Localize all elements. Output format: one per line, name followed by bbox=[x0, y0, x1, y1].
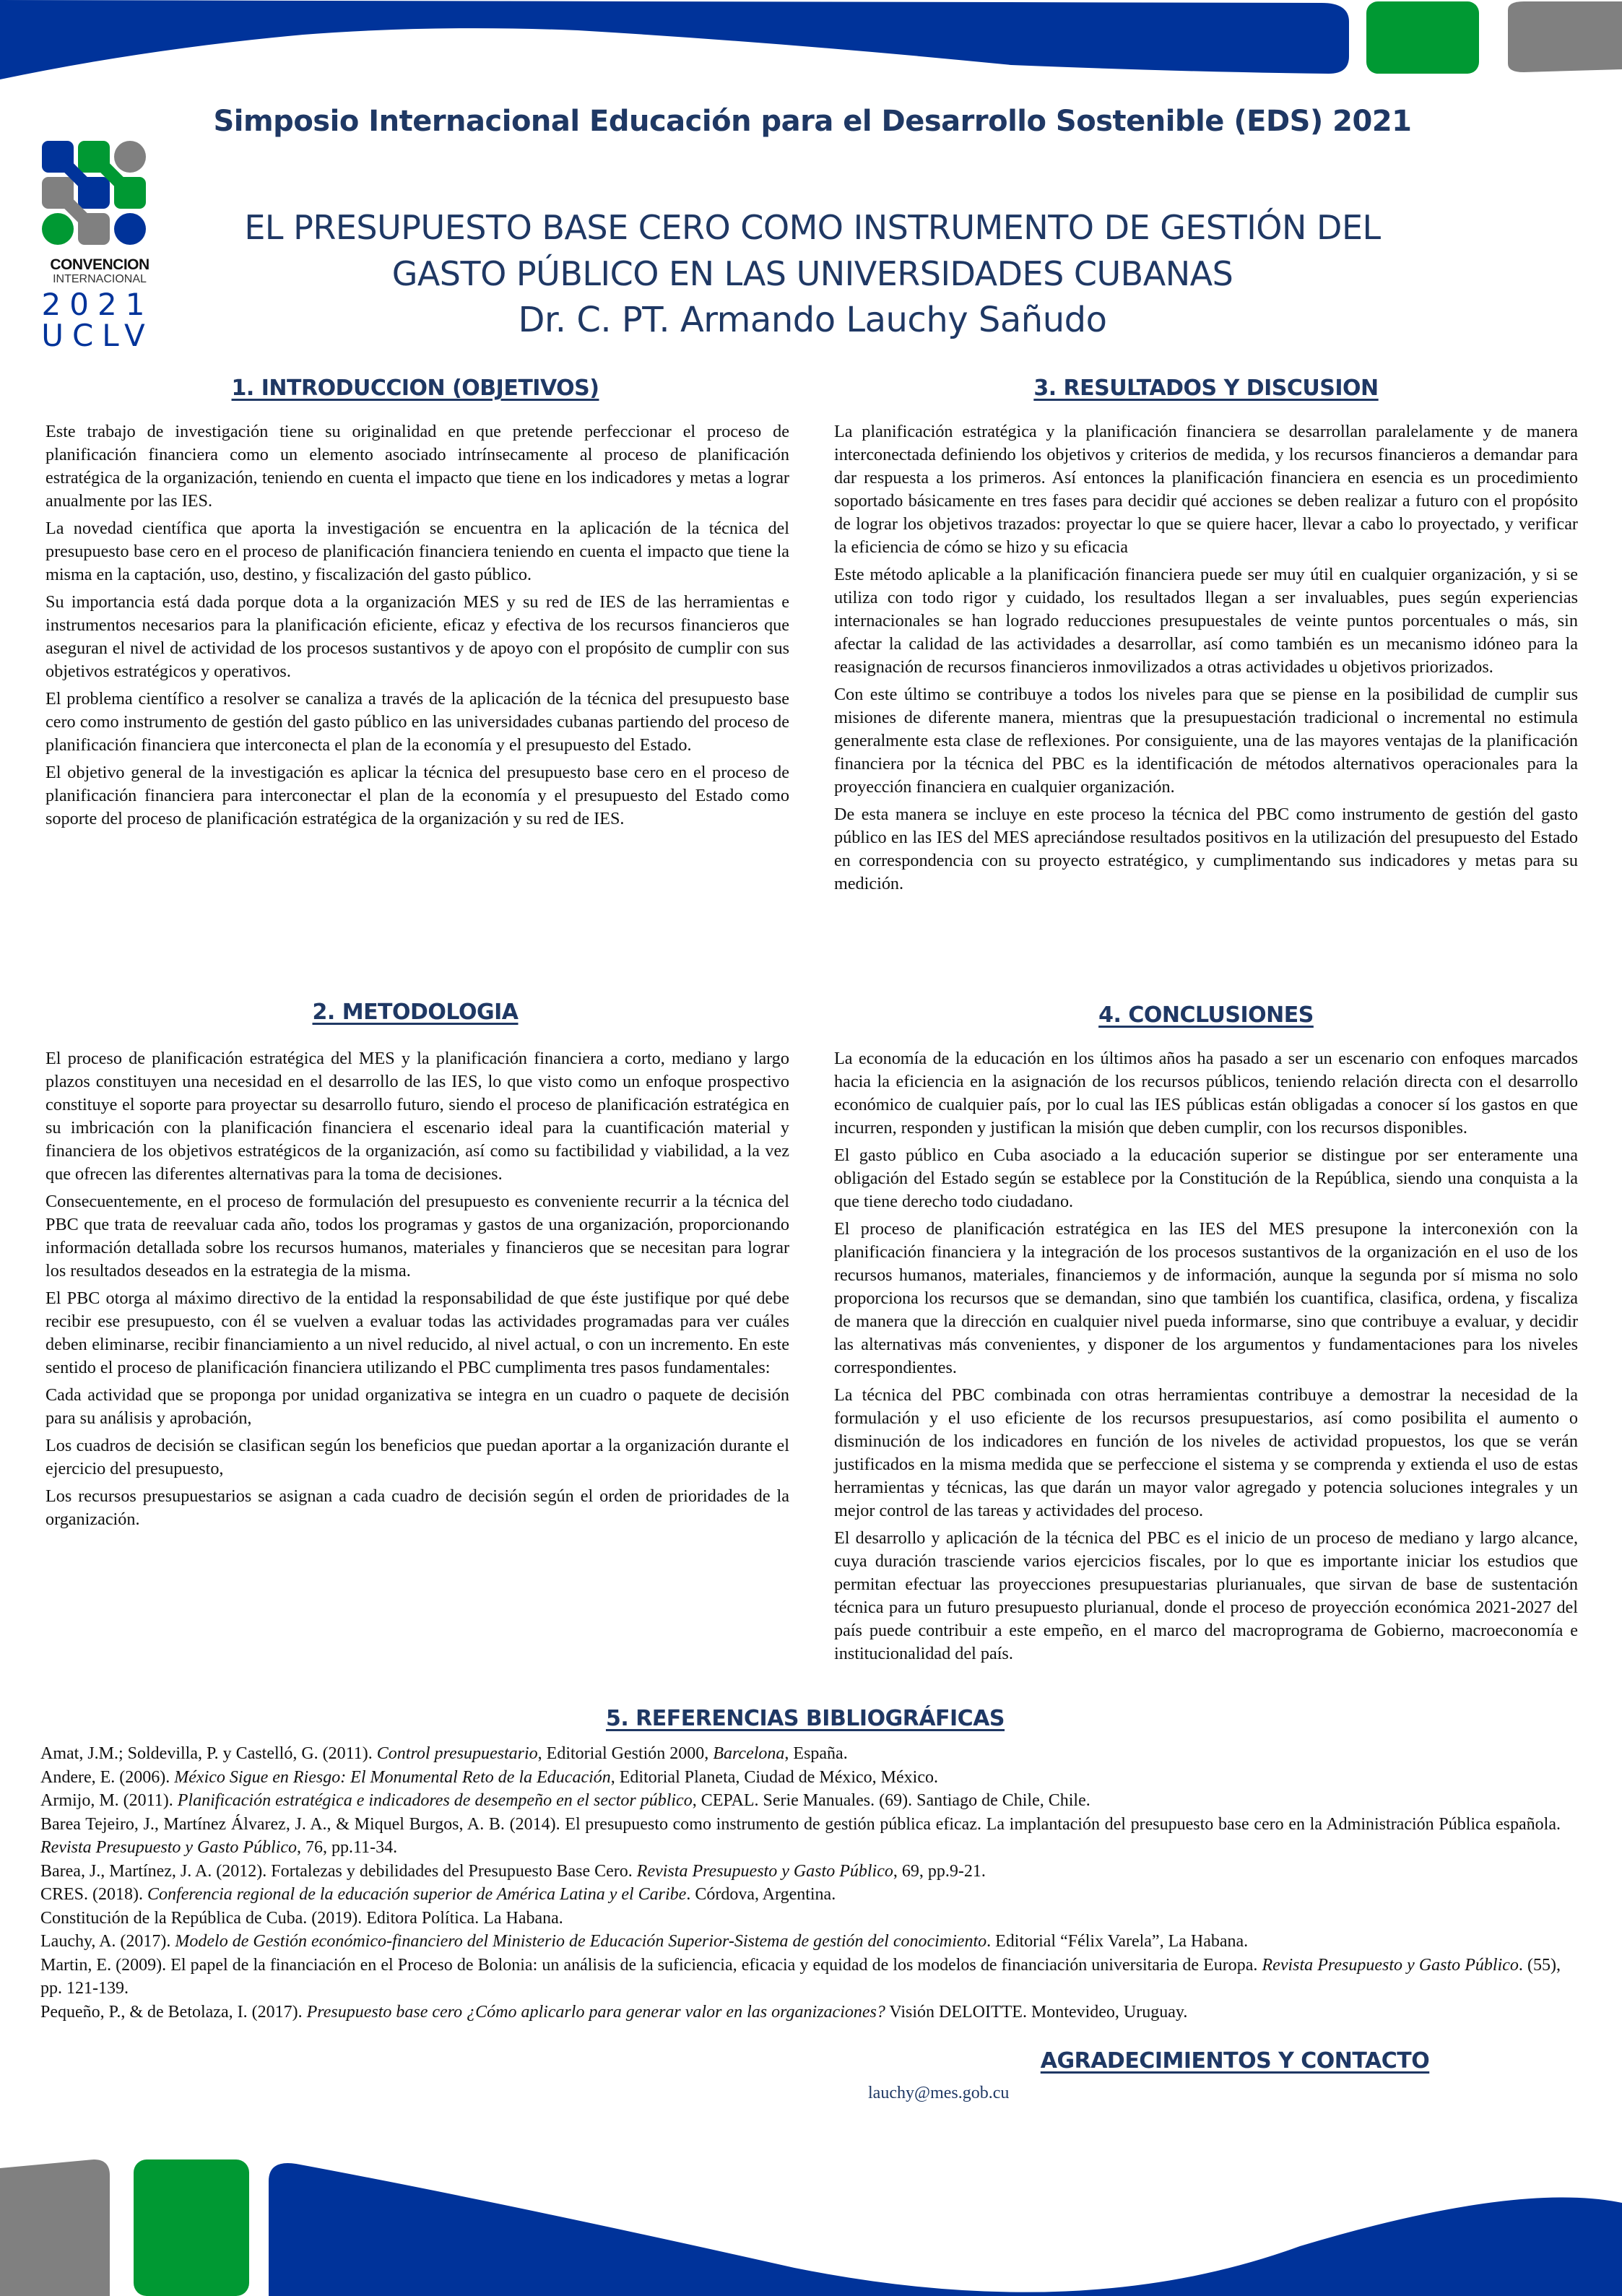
paragraph: La técnica del PBC combinada con otras herramientas contribuye a demostrar la necesidad de la formulación y el uso eficiente de los recursos presupuestarios, así como posibilita el aumento o disminución de los indicadores en función de los niveles de actividad propuestos, los que se verán justificados en la misma medida que se perfeccione el sistema y se comprenda y extienda el uso de estas herramientas y técnicas, las que darán un mayor valor agregado y potencia soluciones integrales y un mejor control de las tareas y actividades del proceso. bbox=[834, 1385, 1578, 1520]
paragraph: Consecuentemente, en el proceso de formulación del presupuesto es conveniente recurrir a la técnica del PBC que trata de reevaluar cada año, todos los programas y gastos de una organización, proporcionando información detallada sobre los recursos humanos, materiales y financieros que se necesitan para lograr los resultados deseados en la estrategia de la misma. bbox=[45, 1192, 789, 1281]
reference-title: Control presupuestario bbox=[376, 1744, 538, 1763]
reference-text: , Editorial Planeta, Ciudad de México, México. bbox=[610, 1767, 938, 1787]
reference-text: , España. bbox=[784, 1744, 848, 1763]
reference-text: Barea, J., Martínez, J. A. (2012). Fortalezas y debilidades del Presupuesto Base Cero. bbox=[40, 1861, 637, 1881]
paragraph: La novedad científica que aporta la investigación se encuentra en la aplicación de la técnica del presupuesto base cero en el proceso de planificación financiera teniendo en cuenta el impacto que tiene la misma en la captación, uso, destino, y fiscalización del gasto público. bbox=[45, 519, 789, 584]
paragraph: El gasto público en Cuba asociado a la educación superior se distingue por ser enteramente una obligación del Estado según se establece por la Constitución de la República, siendo una conquista a la que tiene derecho todo ciudadano. bbox=[834, 1145, 1578, 1211]
reference-title: Barcelona bbox=[713, 1744, 785, 1763]
references-list bbox=[40, 1742, 1561, 2024]
reference-item bbox=[40, 1954, 1561, 2001]
section-heading-metodologia: 2. METODOLOGIA bbox=[312, 1000, 519, 1025]
top-banner-green-block bbox=[1366, 1, 1479, 74]
reference-text: Lauchy, A. (2017). bbox=[40, 1932, 175, 1951]
paragraph: El objetivo general de la investigación es aplicar la técnica del presupuesto base cero en el proceso de planificación financiera para interconectar el plan de la economía y el presupuesto del Estado como soporte del proceso de planificación estratégica de la organización y su red de IES. bbox=[45, 763, 789, 828]
paragraph: Este trabajo de investigación tiene su originalidad en que pretende perfeccionar el proceso de planificación financiera como un elemento asociado intrínsecamente al proceso de planificación estratégica de la organización, teniendo en cuenta el impacto que tiene en los indicadores y metas a lograr anualmente por las IES. bbox=[45, 422, 789, 511]
section-heading-conclusiones: 4. CONCLUSIONES bbox=[1098, 1002, 1314, 1028]
reference-text: Visión DELOITTE. Montevideo, Uruguay. bbox=[885, 2002, 1188, 2022]
reference-item bbox=[40, 1742, 1561, 1766]
paragraph: De esta manera se incluye en este proceso la técnica del PBC como instrumento de gestión del gasto público en las IES del MES apreciándose resultados positivos en la utilización del presupuesto del Estado en correspondencia con su proyecto estratégico, y cumplimentando sus indicadores y metas para su medición. bbox=[834, 805, 1578, 893]
reference-item bbox=[40, 1813, 1561, 1860]
reference-text: , CEPAL. Serie Manuales. (69). Santiago de Chile, Chile. bbox=[692, 1791, 1090, 1810]
reference-item bbox=[40, 1789, 1561, 1813]
reference-text: Pequeño, P., & de Betolaza, I. (2017). bbox=[40, 2002, 307, 2022]
reference-item bbox=[40, 1860, 1561, 1884]
logo-mark-icon bbox=[42, 141, 150, 249]
reference-title: Revista Presupuesto y Gasto Público bbox=[636, 1861, 893, 1881]
paragraph: Con este último se contribuye a todos los niveles para que se piense en la posibilidad de cumplir sus misiones de diferente manera, mientras que la presupuestación tradicional o incremental no estimula generalmente esta clase de reflexiones. Por consiguiente, una de las mayores ventajas de la planificación financiera por la técnica del PBC es la identificación de métodos alternativos operacionales para la proyección financiera en cualquier organización. bbox=[834, 685, 1578, 797]
bottom-banner-decoration bbox=[0, 2159, 1622, 2296]
reference-text: Barea Tejeiro, J., Martínez Álvarez, J. A., & Miquel Burgos, A. B. (2014). El presupuesto como instrumento de gestión pública eficaz. La implantación del presupuesto base cero en la Administración Pública española. bbox=[40, 1814, 1561, 1834]
bottom-banner-green-block bbox=[134, 2159, 249, 2296]
reference-text: , Editorial Gestión 2000, bbox=[537, 1744, 714, 1763]
reference-text: Amat, J.M.; Soldevilla, P. y Castelló, G. (2011). bbox=[40, 1744, 377, 1763]
reference-title: Conferencia regional de la educación superior de América Latina y el Caribe bbox=[147, 1885, 687, 1904]
paragraph: Los recursos presupuestarios se asignan a cada cuadro de decisión según el orden de prioridades de la organización. bbox=[45, 1486, 789, 1529]
reference-title: Revista Presupuesto y Gasto Público bbox=[1262, 1955, 1519, 1975]
poster-title bbox=[181, 204, 1444, 343]
reference-title: Modelo de Gestión económico-financiero del Ministerio de Educación Superior-Sistema de gestión del conocimiento bbox=[175, 1932, 987, 1951]
paragraph: Los cuadros de decisión se clasifican según los beneficios que puedan aportar a la organización durante el ejercicio del presupuesto, bbox=[45, 1436, 789, 1478]
logo-org: UCLV bbox=[41, 318, 154, 353]
poster-title-line2: GASTO PÚBLICO EN LAS UNIVERSIDADES CUBANAS bbox=[391, 254, 1233, 293]
paragraph: El PBC otorga al máximo directivo de la entidad la responsabilidad de que éste justifique por qué debe recibir ese presupuesto, con él se vuelven a evaluar todas las actividades programadas para ver cuáles deben eliminarse, recibir financiamiento a un nivel reducido, al nivel actual, o con un incremento. En este sentido el proceso de planificación financiera utilizando el PBC cumplimenta tres pasos fundamentales: bbox=[45, 1288, 789, 1377]
convencion-logo bbox=[36, 141, 159, 358]
section-resultados-body bbox=[834, 420, 1578, 900]
reference-text: , 76, pp.11-34. bbox=[297, 1838, 398, 1857]
reference-text: Andere, E. (2006). bbox=[40, 1767, 175, 1787]
section-heading-introduccion: 1. INTRODUCCION (OBJETIVOS) bbox=[231, 376, 599, 401]
contact-email-link[interactable]: lauchy@mes.gob.cu bbox=[868, 2084, 1010, 2102]
logo-line2: INTERNACIONAL bbox=[53, 273, 147, 285]
section-introduccion-body bbox=[45, 420, 789, 835]
paragraph: La economía de la educación en los últimos años ha pasado a ser un escenario con enfoques marcados hacia la eficiencia en la asignación de los recursos públicos, teniendo relación directa con el desarrollo económico de cualquier país, por lo cual las IES públicas están obligadas a conocer sí los gastos en que incurren, responden y justifican la misión que deben cumplir, con los recursos disponibles. bbox=[834, 1049, 1578, 1138]
paragraph: El proceso de planificación estratégica del MES y la planificación financiera a corto, mediano y largo plazos constituyen una necesidad en el desarrollo de las IES, lo que visto como un enfoque prospectivo constituye el soporte para proyectar su desarrollo futuro, siendo el proceso de planificación estratégica en su imbricación con la planificación financiera el escenario ideal para la cuantificación material y financiera de los objetivos estratégicos de la organización, así como su factibilidad y viabilidad, a la vez que ofrecen las diferentes alternativas para la toma de decisiones. bbox=[45, 1049, 789, 1184]
top-banner-gray-block bbox=[1508, 1, 1622, 72]
reference-title: México Sigue en Riesgo: El Monumental Reto de la Educación bbox=[174, 1767, 611, 1787]
logo-line1: CONVENCION bbox=[50, 256, 149, 273]
section-heading-referencias: 5. REFERENCIAS BIBLIOGRÁFICAS bbox=[605, 1706, 1005, 1731]
reference-item bbox=[40, 1907, 1561, 1931]
reference-text: , 69, pp.9-21. bbox=[893, 1861, 986, 1881]
reference-text: . (55), pp. 121-139. bbox=[40, 1955, 1561, 1998]
reference-title: Revista Presupuesto y Gasto Público bbox=[40, 1838, 298, 1857]
paragraph: Su importancia está dada porque dota a la organización MES y su red de IES de las herramientas e instrumentos necesarios para la planificación eficiente, eficaz y efectiva de los recursos financieros que aseguran el nivel de actividad de los procesos sustantivos y de apoyo con el propósito de cumplir con sus objetivos estratégicos y operativos. bbox=[45, 592, 789, 681]
reference-item bbox=[40, 2001, 1561, 2024]
paragraph: Este método aplicable a la planificación financiera puede ser muy útil en cualquier organización, y si se utiliza con todo rigor y cuidado, los resultados llegan a ser invaluables, pues según experiencias internacionales se han logrado reducciones presupuestales de veinte puntos porcentuales o más, sin afectar la calidad de las actividades a desarrollar, así como también es un mecanismo idóneo para la reasignación de recursos financieros inmovilizados a otras actividades u objetivos priorizados. bbox=[834, 565, 1578, 677]
reference-text: . Editorial “Félix Varela”, La Habana. bbox=[986, 1932, 1249, 1951]
poster-title-line1: EL PRESUPUESTO BASE CERO COMO INSTRUMENTO DE GESTIÓN DEL bbox=[244, 208, 1381, 247]
reference-text: Martin, E. (2009). El papel de la financiación en el Proceso de Bolonia: un análisis de la suficiencia, eficacia y equidad de los modelos de financiación universitaria de Europa. bbox=[40, 1955, 1262, 1975]
symposium-title: Simposio Internacional Educación para el Desarrollo Sostenible (EDS) 2021 bbox=[213, 105, 1412, 138]
logo-year: 2021 bbox=[41, 287, 154, 322]
top-banner-blue-wave bbox=[0, 0, 1349, 79]
paragraph: El desarrollo y aplicación de la técnica del PBC es el inicio de un proceso de mediano y largo alcance, cuya duración trasciende varios ejercicios fiscales, por lo que es importante iniciar los estudios que permitan efectuar las proyecciones presupuestarias plurianuales, que sirvan de base de sustentación técnica para un futuro presupuesto plurianual, donde el proceso de proyección económica 2021-2027 del país puede contribuir a este empeño, en el marco del macroprograma de Gobierno, macroeconomía e institucionalidad del país. bbox=[834, 1528, 1578, 1663]
section-heading-contacto: AGRADECIMIENTOS Y CONTACTO bbox=[1040, 2048, 1430, 2074]
top-banner-decoration bbox=[0, 0, 1622, 94]
bottom-banner-gray-block bbox=[0, 2159, 110, 2296]
paragraph: El proceso de planificación estratégica en las IES del MES presupone la interconexión con la planificación financiera y la integración de los procesos sustantivos de la organización en el uso de los recursos humanos, materiales, financiemos y de información, aunque la segunda por sí misma no solo proporciona los recursos que se demandan, sino que también los cuantifica, clasifica, ordena, y fiscaliza de manera que la dirección en cualquier nivel pueda informarse, sino que contribuye a evaluar, y decidir las alternativas más convenientes, y disponer de los argumentos y fundamentaciones para los niveles correspondientes. bbox=[834, 1219, 1578, 1377]
poster-author: Dr. C. PT. Armando Lauchy Sañudo bbox=[518, 300, 1107, 340]
reference-item bbox=[40, 1883, 1561, 1907]
reference-text: Constitución de la República de Cuba. (2019). Editora Política. La Habana. bbox=[40, 1908, 563, 1928]
section-metodologia-body bbox=[45, 1047, 789, 1535]
section-heading-resultados: 3. RESULTADOS Y DISCUSION bbox=[1033, 376, 1379, 401]
bottom-banner-blue-wave bbox=[269, 2163, 1622, 2296]
reference-item bbox=[40, 1766, 1561, 1790]
reference-text: CRES. (2018). bbox=[40, 1885, 148, 1904]
section-conclusiones-body bbox=[834, 1047, 1578, 1670]
reference-title: Presupuesto base cero ¿Cómo aplicarlo para generar valor en las organizaciones? bbox=[306, 2002, 885, 2022]
reference-text: Armijo, M. (2011). bbox=[40, 1791, 178, 1810]
paragraph: Cada actividad que se proponga por unidad organizativa se integra en un cuadro o paquete de decisión para su análisis y aprobación, bbox=[45, 1385, 789, 1428]
reference-item bbox=[40, 1930, 1561, 1954]
reference-text: . Córdova, Argentina. bbox=[686, 1885, 836, 1904]
reference-title: Planificación estratégica e indicadores de desempeño en el sector público bbox=[177, 1791, 693, 1810]
paragraph: La planificación estratégica y la planificación financiera se desarrollan paralelamente y de manera interconectada definiendo los objetivos y criterios de medida, y los recursos financieros a demandar para dar respuesta a los primeros. Así entonces la planificación financiera en esencia es un procedimiento soportado básicamente en tres fases para decidir qué acciones se deben realizar a futuro con el propósito de lograr los objetivos trazados: proyectar lo que se quiere hacer, llevar a cabo lo proyectado, y verificar la eficiencia de cómo se hizo y su eficacia bbox=[834, 422, 1578, 557]
paragraph: El problema científico a resolver se canaliza a través de la aplicación de la técnica del presupuesto base cero como instrumento de gestión del gasto público en las universidades cubanas partiendo del proceso de planificación financiera que interconecta el plan de la economía y el presupuesto del Estado. bbox=[45, 689, 789, 755]
